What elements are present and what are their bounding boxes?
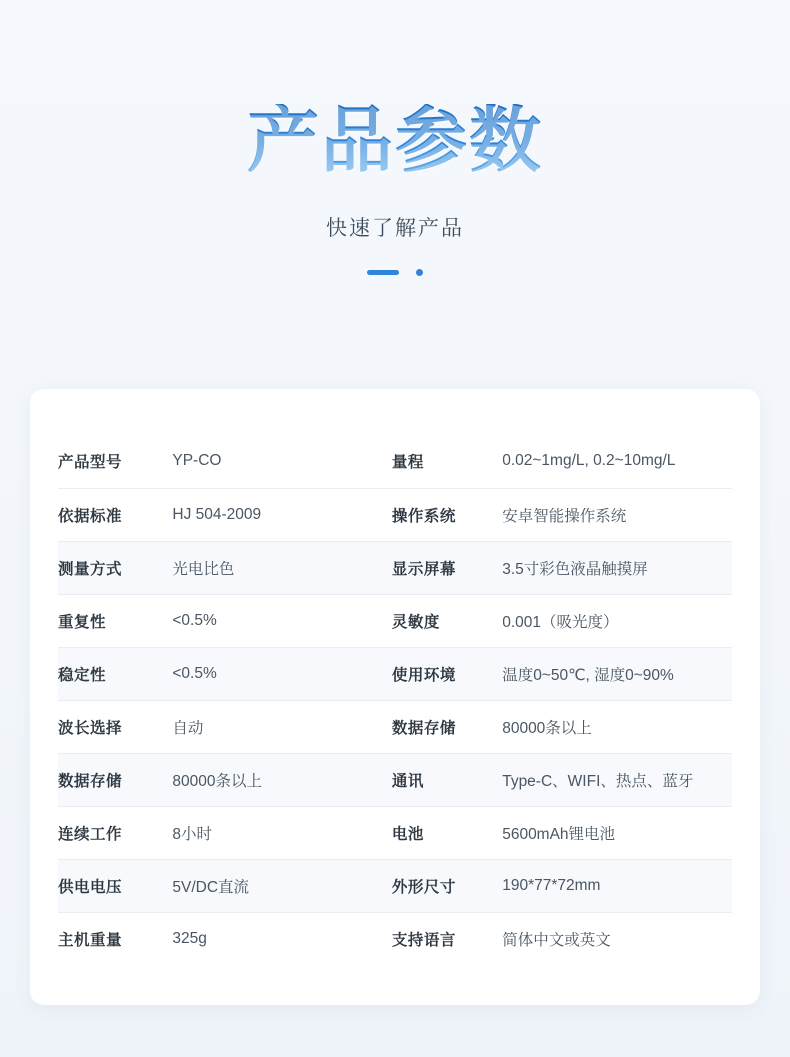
spec-value: 5V/DC直流 [172,859,392,912]
table-row [58,753,732,806]
spec-key: 支持语言 [391,931,456,949]
spec-key: 操作系统 [392,488,502,541]
table-row [58,594,732,647]
spec-value: YP-CO [172,435,392,488]
spec-value: 安卓智能操作系统 [502,488,732,541]
spec-key: 波长选择 [58,700,172,753]
spec-value: 325g [172,929,207,947]
table-row [58,912,732,965]
spec-value: HJ 504-2009 [172,488,392,541]
spec-key: 重复性 [58,594,172,647]
spec-key: 测量方式 [58,541,172,594]
divider-bar [367,270,399,275]
spec-value: <0.5% [172,594,392,647]
spec-value: 简体中文或英文 [502,931,611,949]
spec-value: 光电比色 [172,541,392,594]
table-row [58,700,732,753]
spec-key: 灵敏度 [392,594,502,647]
spec-key: 主机重量 [58,931,123,949]
spec-key: 供电电压 [58,859,172,912]
spec-key: 电池 [392,806,502,859]
spec-value: <0.5% [172,647,392,700]
page-header [0,0,790,276]
spec-key: 通讯 [392,753,502,806]
spec-value: 8小时 [172,806,392,859]
table-row [58,488,732,541]
spec-table-body [58,435,732,965]
table-row [58,859,732,912]
table-row [58,435,732,488]
page-title: 产品参数 [0,104,790,176]
spec-key: 显示屏幕 [392,541,502,594]
spec-key: 连续工作 [58,806,172,859]
spec-key: 量程 [392,435,502,488]
spec-value: 温度0~50℃, 湿度0~90% [502,647,732,700]
spec-value: 190*77*72mm [502,859,732,912]
spec-key: 数据存储 [58,753,172,806]
dash-dot-divider-icon [367,268,423,276]
spec-value: Type-C、WIFI、热点、蓝牙 [502,753,732,806]
page-subtitle: 快速了解产品 [326,217,464,240]
spec-key: 使用环境 [392,647,502,700]
spec-value: 80000条以上 [502,700,732,753]
table-row [58,541,732,594]
table-row [58,806,732,859]
spec-value: 自动 [172,700,392,753]
spec-value: 0.001（吸光度） [502,594,732,647]
table-row [58,647,732,700]
spec-value: 80000条以上 [172,753,392,806]
spec-value: 5600mAh锂电池 [502,806,732,859]
spec-key: 依据标准 [58,488,172,541]
spec-key: 产品型号 [58,435,172,488]
spec-key: 外形尺寸 [392,859,502,912]
divider-dot [416,269,423,276]
spec-key: 数据存储 [392,700,502,753]
spec-key: 稳定性 [58,647,172,700]
spec-table [58,435,732,965]
spec-card [30,389,760,1005]
spec-value: 3.5寸彩色液晶触摸屏 [502,541,732,594]
spec-value: 0.02~1mg/L, 0.2~10mg/L [502,435,732,488]
